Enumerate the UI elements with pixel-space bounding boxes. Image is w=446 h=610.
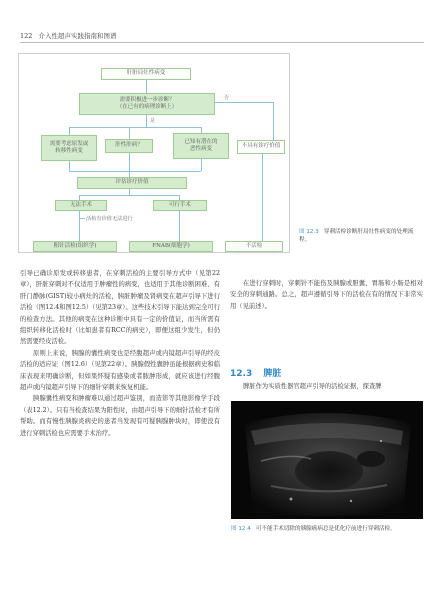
paragraph: 原则上来说，胰腺的囊性病变也是经腹超声或内镜超声引导的经皮活检的适应证（图12.6）（见第22章）。胰腺假性囊肿虽能根据病史和临床表现来明确诊断，但如果怀疑有感染或者脓肿形成，就应该进行经腹超声或内镜超声引导下的细针穿刺来恢复机能。 bbox=[20, 349, 220, 392]
flow-connector bbox=[69, 127, 70, 135]
figure-caption-text: 穿刺活检诊断肝局灶性病变的处理流程。 bbox=[299, 229, 414, 244]
flow-connector bbox=[129, 153, 130, 172]
figure-caption-text: 可不能手术切除的胰腺癌病总是优化疗前进行穿刺活检。 bbox=[255, 526, 396, 532]
figure-label: 图 12.3 bbox=[299, 229, 319, 235]
right-column-top bbox=[230, 278, 423, 312]
flow-connector bbox=[262, 154, 263, 241]
figure-label: 图 12.4 bbox=[231, 526, 251, 532]
ultrasound-graphic bbox=[231, 401, 423, 519]
paragraph: 引导已确诊原发或转移患者，在穿刺活检的主要引导方式中（见第22章），肝脏穿刺对不仅适用于肿瘤性的病变，也适用于其他诊断困难、有肝门静脉(GIST)较小病灶的活检，胰脏肿瘤及肾病变在超声引导下进行活检（图12.4和图12.5）（见第23章）。这些技术引导下能达到完全可行的检查方法。其他的病变在这种诊断中具有一定的价值证，而当所需有组织转移化活检时（比如患者有RCC的病史），即便这组少发生，但仍然需要经皮活检。 bbox=[20, 270, 220, 346]
section-heading bbox=[230, 366, 281, 379]
flow-connector bbox=[79, 218, 85, 219]
flow-title-box: 肝脏局灶性病变 bbox=[101, 68, 191, 80]
page-number: 122 bbox=[20, 32, 33, 40]
page-header bbox=[20, 31, 117, 40]
flow-can-surgery: 可行手术 bbox=[153, 200, 207, 211]
paragraph: 胰腺囊性病变和肿瘤难以通过超声鉴别，而造影等其他影像学手段（表12.2）。只有当检查结果为阳性时，由超声引导下的细针活检才有所帮助。而有慢性胰腺炎病史的患者当发现有可疑胰腺肿块时，即使没有进行穿刺活检也应需要手术治疗。 bbox=[20, 395, 220, 437]
right-column-intro bbox=[230, 381, 423, 392]
flow-no-label: 否 bbox=[224, 95, 230, 101]
flow-connector bbox=[201, 159, 202, 171]
flow-connector bbox=[129, 127, 130, 139]
ultrasound-image bbox=[231, 401, 423, 519]
flow-yes-label: 是 bbox=[150, 118, 156, 124]
header-rule bbox=[20, 42, 424, 43]
flow-no-line-down bbox=[273, 102, 274, 140]
flow-branch-line bbox=[79, 195, 179, 196]
flow-option-none: 不活检 bbox=[225, 241, 283, 252]
figure-caption-12-3 bbox=[299, 228, 423, 244]
flow-no-line bbox=[215, 102, 273, 103]
flow-option-fnab: FNAB(细胞学) bbox=[129, 241, 213, 252]
figure-caption-12-4 bbox=[231, 525, 423, 533]
flowchart bbox=[18, 53, 290, 253]
section-title: 脾脏 bbox=[263, 369, 282, 379]
flow-connector bbox=[146, 80, 147, 93]
paragraph: 在进行穿刺时，穿刺针不能伤及胰腺或胆囊，胃肠和小肠是相对安全的穿刺通路。总之，超声遵循引导下的活检在有的情况下非常实用（见前述）。 bbox=[230, 280, 423, 310]
flow-option-core-biopsy: 粗针活检(组织学) bbox=[33, 241, 117, 252]
flow-not-needed: 不具有诊疗价值 bbox=[237, 140, 285, 154]
left-column bbox=[20, 268, 220, 439]
flow-assess-box: 评估诊疗价值 bbox=[77, 177, 187, 189]
flow-no-surgery: 无法手术 bbox=[55, 200, 107, 211]
book-title: 介入性超声实践指南和图谱 bbox=[38, 32, 117, 40]
flow-connector bbox=[179, 211, 180, 241]
flow-connector bbox=[146, 115, 147, 127]
flow-branch-left: 需要考虑原发或 转移性病变 bbox=[41, 135, 97, 161]
section-number: 12.3 bbox=[230, 369, 253, 379]
flow-branch-mid: 肝性肝病？ bbox=[105, 139, 153, 153]
paragraph: 脾脏作为实质性器官超声引导的活检证据，探查脾 bbox=[243, 383, 382, 390]
flow-connector bbox=[79, 211, 80, 241]
flow-merge-line bbox=[69, 171, 201, 172]
flow-question-box: 需要积极进一步诊断？ （在已有的病理诊断上） bbox=[79, 93, 215, 115]
flow-connector bbox=[69, 161, 70, 171]
flow-branch-line bbox=[69, 127, 201, 128]
flow-downgrade-label: 活检有价值无法进行 bbox=[86, 216, 133, 222]
flow-branch-right: 已知有潜在的 恶性病变 bbox=[173, 133, 229, 159]
